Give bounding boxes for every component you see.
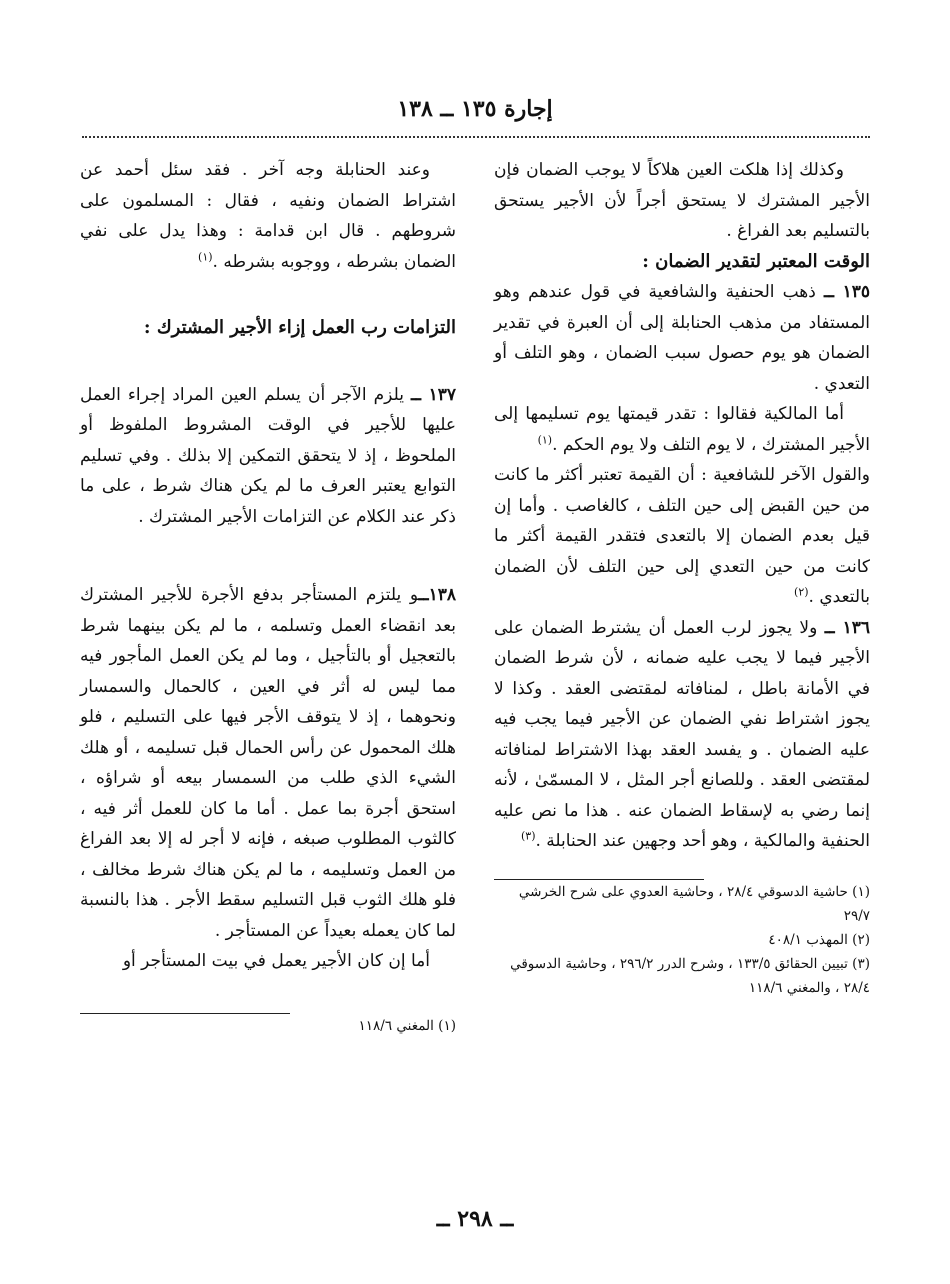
page-number: ــ ٢٩٨ ــ — [436, 1206, 514, 1232]
paragraph: أما إن كان الأجير يعمل في بيت المستأجر أو — [122, 951, 430, 971]
section-137: ١٣٧ ــ يلزم الآجر أن يسلم العين المراد إجراء العمل عليها للأجير في الوقت المشروط الملفوظ أو الملحوظ ، إذ لا يتحقق التمكين إلا بذلك . وفي تسليم التوابع يعتبر العرف ما لم يكن هناك شرط ، على ما ذكر عند الكلام عن التزامات الأجير المشترك . — [80, 384, 456, 527]
right-column — [494, 155, 870, 1000]
left-column — [80, 155, 456, 1038]
section-number: ١٣٨ــ — [418, 585, 456, 605]
header-divider — [82, 136, 870, 138]
section-number: ١٣٧ ــ — [411, 384, 456, 405]
paragraph: أما المالكية فقالوا : تقدر قيمتها يوم تسليمها إلى الأجير المشترك ، لا يوم التلف ولا يوم الحكم .$^{(١)}$ — [494, 404, 870, 455]
footnote: (١) المغني ١١٨/٦ — [358, 1017, 456, 1034]
section-number: ١٣٦ ــ — [824, 617, 870, 638]
footnote-ref: (١) — [198, 249, 213, 263]
paragraph: وكذلك إذا هلكت العين هلاكاً لا يوجب الضمان فإن الأجير المشترك لا يستحق أجراً لأن الأجير يستحق بالتسليم بعد الفراغ . — [494, 160, 870, 241]
section-heading: الوقت المعتبر لتقدير الضمان : — [642, 250, 870, 272]
section-heading: التزامات رب العمل إزاء الأجير المشترك : — [143, 317, 456, 338]
footnote: (٣) تبيين الحقائق ١٣٣/٥ ، وشرح الدرر ٢٩٦/٢ ، وحاشية الدسوقي ٢٨/٤ ، والمغني ١١٨/٦ — [510, 955, 870, 996]
section-135: ١٣٥ ــ ذهب الحنفية والشافعية في قول عندهم وهو المستفاد من مذهب الحنابلة إلى أن العبرة في تقدير الضمان هو يوم حصول سبب الضمان ، وهو التلف أو التعدي . — [494, 282, 870, 394]
section-136: ١٣٦ ــ ولا يجوز لرب العمل أن يشترط الضمان على الأجير فيما لا يجب عليه ضمانه ، لأن شرط الضمان في الأمانة باطل ، لمنافاته لمقتضى العقد . وكذا لا يجوز اشتراط نفي الضمان عن الأجير فيما يجب فيه عليه الضمان . و يفسد العقد بهذا الاشتراط لمنافاته لمقتضى العقد . وللصانع أجر المثل ، لا المسمّىٰ ، لأنه إنما رضي به لإسقاط الضمان عنه . هذا ما نص عليه الحنفية والمالكية ، وهو أحد وجهين عند الحنابلة .$^{(٣)}$ — [494, 617, 870, 851]
footnote: (١) حاشية الدسوقي ٢٨/٤ ، وحاشية العدوي على شرح الخرشي ٢٩/٧ — [518, 883, 870, 924]
section-number: ١٣٥ ــ — [823, 282, 870, 302]
footnote-ref: (١) — [537, 432, 553, 446]
page-header: إجارة ١٣٥ ــ ١٣٨ — [397, 96, 553, 122]
footnote-ref: (٢) — [794, 585, 809, 599]
section-138: ١٣٨ــو يلتزم المستأجر بدفع الأجرة للأجير المشترك بعد انقضاء العمل وتسلمه ، ما لم يكن بينهما شرط بالتعجيل أو بالتأجيل ، وما لم يكن العمل المأجور فيه مما ليس له أثر في العين ، كالحمال والسمسار ونحوهما ، إذ لا يتوقف الأجر فيها على التسليم ، فلو هلك المحمول عن رأس الحمال قبل تسليمه ، أو هلك الشيء الذي طلب من السمسار بيعه أو شراؤه ، استحق أجرة بما عمل . أما ما كان للعمل أثر فيه ، كالثوب المطلوب صبغه ، فإنه لا أجر له إلا بعد الفراغ من العمل وتسليمه ، ما لم يكن هناك شرط مخالف ، فلو هلك الثوب قبل التسليم سقط الأجر . هذا بالنسبة لما كان يعمله بعيداً عن المستأجر . — [80, 585, 456, 941]
paragraph: وعند الحنابلة وجه آخر . فقد سئل أحمد عن اشتراط الضمان ونفيه ، فقال : المسلمون على شروطهم . قال ابن قدامة : وهذا يدل على نفي الضمان بشرطه ، ووجوبه بشرطه .$^{(١)}$ — [80, 160, 456, 272]
paragraph: والقول الآخر للشافعية : أن القيمة تعتبر أكثر ما كانت من حين القبض إلى حين التلف ، كالغاصب . وأما إن قيل بعدم الضمان إلا بالتعدى فتقدر القيمة أكثر ما كانت من حين التعدي إلى حين التلف لأن الضمان بالتعدي .$^{(٢)}$ — [494, 465, 870, 607]
footnote-ref: (٣) — [520, 829, 536, 843]
footnote: (٢) المهذب ٤٠٨/١ — [768, 931, 870, 948]
